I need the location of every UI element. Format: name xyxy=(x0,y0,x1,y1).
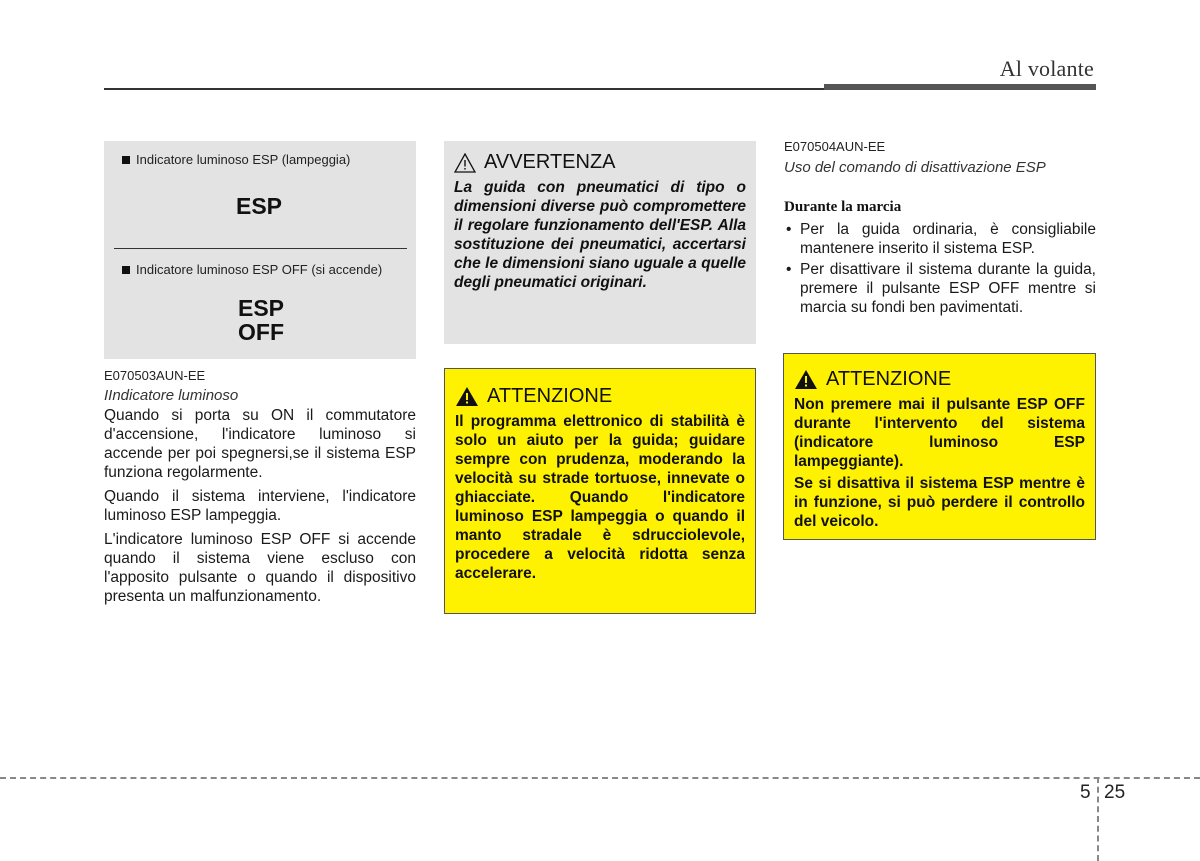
warning-triangle-icon xyxy=(455,386,479,407)
section-body xyxy=(104,406,416,611)
section-title: IIndicatore luminoso xyxy=(104,387,239,404)
chapter-title: Al volante xyxy=(999,56,1094,81)
attention-title: ATTENZIONE xyxy=(826,368,952,390)
indicator-item-1-label: Indicatore luminoso ESP (lampeggia) xyxy=(136,152,351,167)
page-number: 25 xyxy=(1104,782,1126,803)
header-rule-accent xyxy=(824,84,1096,90)
attention-box xyxy=(444,368,756,614)
list-item-text: Per disattivare il sistema durante la guida, premere il pulsante ESP OFF mentre si marcia su fondi ben pavimentati. xyxy=(800,261,1096,316)
indicator-item-2-label: Indicatore luminoso ESP OFF (si accende) xyxy=(136,262,383,277)
section-code: E070504AUN-EE xyxy=(784,139,886,154)
paragraph: Quando il sistema interviene, l'indicatore luminoso ESP lampeggia. xyxy=(104,488,416,524)
esp-indicator-symbol: ESP xyxy=(235,193,283,219)
header-rule xyxy=(104,88,824,90)
list-item-text: Per la guida ordinaria, è consigliabile mantenere inserito il sistema ESP. xyxy=(800,221,1096,257)
attention-box xyxy=(783,353,1096,540)
paragraph: L'indicatore luminoso ESP OFF si accende quando il sistema viene escluso con l'apposito pulsante o quando il dispositivo presenta un malfunzionamento. xyxy=(104,531,416,605)
warning-triangle-icon xyxy=(794,369,818,390)
attention-text xyxy=(794,395,1085,531)
warning-box xyxy=(444,141,756,344)
warning-title: AVVERTENZA xyxy=(484,151,616,173)
warning-text: La guida con pneumatici di tipo o dimensioni diverse può compromettere il regolare funzionamento dell'ESP. Alla sostituzione dei pneumatici, accertarsi che le dimensioni siano uguale a quelle degli pneumatici originari. xyxy=(454,179,746,291)
list-item: • Per la guida ordinaria, è consigliabile mantenere inserito il sistema ESP. xyxy=(786,221,1096,257)
footer-divider xyxy=(1097,777,1099,861)
bullet-list xyxy=(784,220,1096,319)
indicator-item-1 xyxy=(122,152,350,167)
esp-off-indicator-symbol xyxy=(212,296,310,344)
list-item: • Per disattivare il sistema durante la guida, premere il pulsante ESP OFF mentre si marcia su fondi ben pavimentati. xyxy=(786,261,1096,316)
square-bullet-icon xyxy=(122,156,130,164)
paragraph: Non premere mai il pulsante ESP OFF durante l'intervento del sistema (indicatore luminoso ESP lampeggiante). xyxy=(794,396,1085,470)
paragraph: Se si disattiva il sistema ESP mentre è in funzione, si può perdere il controllo del veicolo. xyxy=(794,475,1085,530)
panel-divider xyxy=(114,248,407,249)
section-code: E070503AUN-EE xyxy=(104,368,206,383)
attention-heading xyxy=(455,385,745,408)
attention-heading xyxy=(794,368,1085,391)
paragraph: Quando si porta su ON il commutatore d'accensione, l'indicatore luminoso si accende per poi spegnersi,se il sistema ESP funziona regolarmente. xyxy=(104,407,416,481)
warning-triangle-icon xyxy=(454,153,476,173)
footer-rule xyxy=(0,777,1200,779)
section-title: Uso del comando di disattivazione ESP xyxy=(784,159,1046,176)
square-bullet-icon xyxy=(122,266,130,274)
attention-title: ATTENZIONE xyxy=(487,385,613,407)
esp-off-symbol-line1: ESP xyxy=(237,295,285,321)
page-chapter-number: 5 xyxy=(1080,782,1091,803)
warning-heading xyxy=(454,151,746,174)
esp-off-symbol-line2: OFF xyxy=(238,319,284,345)
subheading: Durante la marcia xyxy=(784,199,902,215)
attention-text: Il programma elettronico di stabilità è solo un aiuto per la guida; guidare sempre con prudenza, moderando la velocità su strade tortuose, innevate o ghiacciate. Quando l'indicatore luminoso ESP lampeggia o quando il manto stradale è sdrucciolevole, procedere a velocità ridotta senza accelerare. xyxy=(455,413,745,582)
indicator-item-2 xyxy=(122,262,382,277)
